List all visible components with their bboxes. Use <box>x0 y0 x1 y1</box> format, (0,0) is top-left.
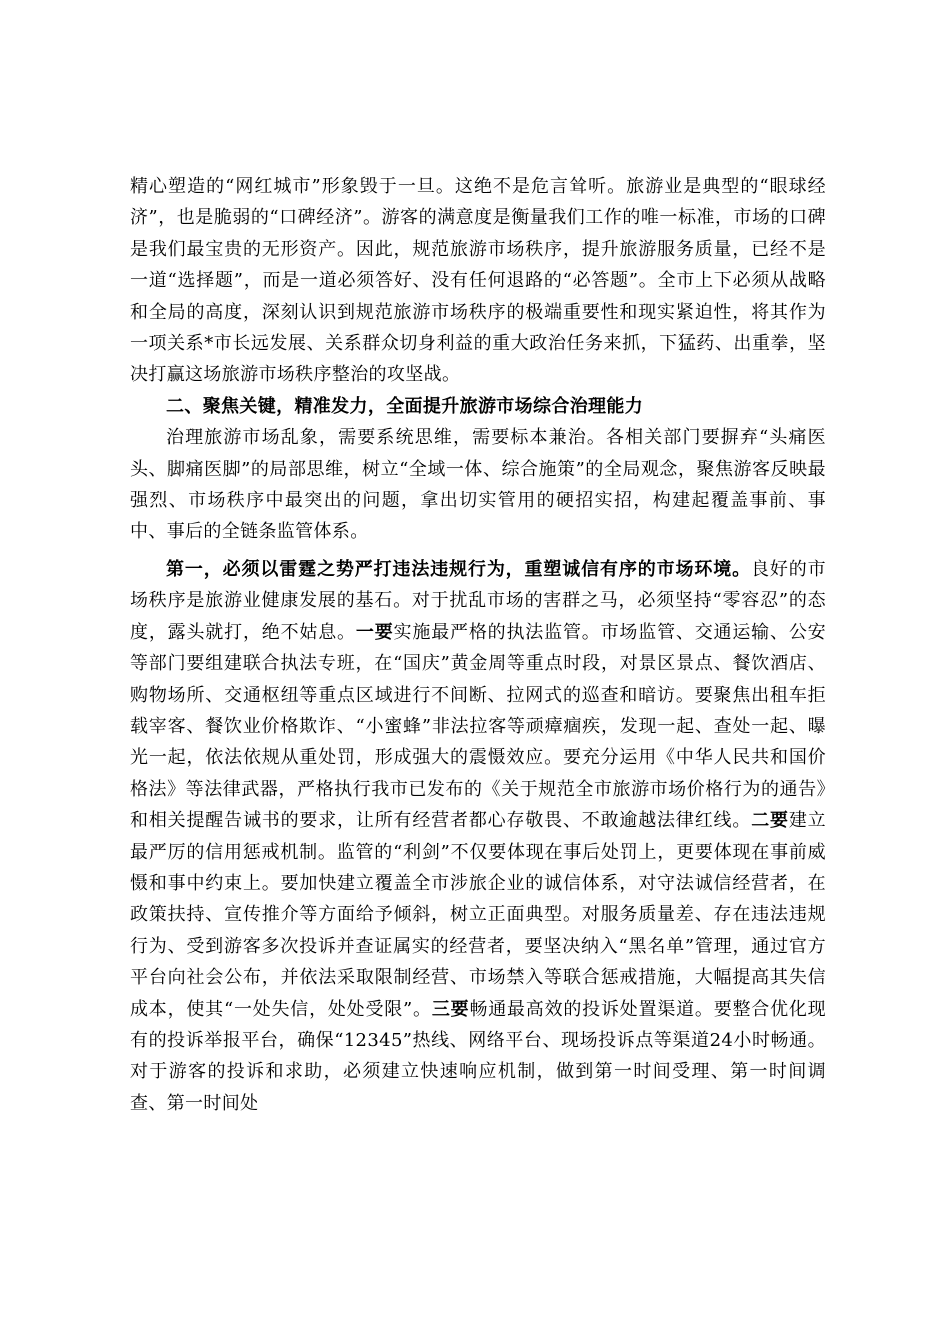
paragraph-text: 良好的市场秩序是旅游业健康发展的基石。对于扰乱市场的害群之马，必须坚持“零容忍”的态度，露头就打，绝不姑息。 <box>130 558 826 643</box>
section-heading: 二、聚焦关键，精准发力，全面提升旅游市场综合治理能力 <box>166 395 644 417</box>
bold-lead-sentence: 第一，必须以雷霆之势严打违法违规行为，重塑诚信有序的市场环境。 <box>166 558 752 580</box>
document-page <box>130 171 826 1119</box>
paragraph-text: 实施最严格的执法监管。市场监管、交通运输、公安等部门要组建联合执法专班，在“国庆”黄金周等重点时段，对景区景点、餐饮酒店、购物场所、交通枢纽等重点区域进行不间断、拉网式的巡查和暗访。要聚焦出租车拒载宰客、餐饮业价格欺诈、“小蜜蜂”非法拉客等顽瘴痼疾，发现一起、查处一起、曝光一起，依法依规从重处罚，形成强大的震慑效应。要充分运用《中华人民共和国价格法》等法律武器，严格执行我市已发布的《关于规范全市旅游市场价格行为的通告》和相关提醒告诫书的要求，让所有经营者都心存敬畏、不敢逾越法律红线。 <box>130 621 827 832</box>
body-paragraph: 治理旅游市场乱象，需要系统思维，需要标本兼治。各相关部门要摒弃“头痛医头、脚痛医脚”的局部思维，树立“全域一体、综合施策”的全局观念，聚焦游客反映最强烈、市场秩序中最突出的问题，拿出切实管用的硬招实招，构建起覆盖事前、事中、事后的全链条监管体系。 <box>130 427 826 543</box>
body-paragraph <box>130 554 826 1119</box>
paragraph-text: 畅通最高效的投诉处置渠道。要整合优化现有的投诉举报平台，确保“12345”热线、网络平台、现场投诉点等渠道24小时畅通。对于游客的投诉和求助，必须建立快速响应机制，做到第一时间受理、第一时间调查、第一时间处 <box>130 998 827 1114</box>
bold-marker: 三要 <box>431 998 470 1020</box>
bold-marker: 一要 <box>355 621 394 643</box>
paragraph-text: 建立最严厉的信用惩戒机制。监管的“利剑”不仅要体现在事后处罚上，更要体现在事前威慑和事中约束上。要加快建立覆盖全市涉旅企业的诚信体系，对守法诚信经营者，在政策扶持、宣传推介等方面给予倾斜，树立正面典型。对服务质量差、存在违法违规行为、受到游客多次投诉并查证属实的经营者，要坚决纳入“黑名单”管理，通过官方平台向社会公布，并依法采取限制经营、市场禁入等联合惩戒措施，大幅提高其失信成本，使其“一处失信，处处受限”。 <box>130 810 827 1020</box>
body-paragraph: 精心塑造的“网红城市”形象毁于一旦。这绝不是危言耸听。旅游业是典型的“眼球经济”，也是脆弱的“口碑经济”。游客的满意度是衡量我们工作的唯一标准，市场的口碑是我们最宝贵的无形资产。因此，规范旅游市场秩序，提升旅游服务质量，已经不是一道“选择题”，而是一道必须答好、没有任何退路的“必答题”。全市上下必须从战略和全局的高度，深刻认识到规范旅游市场秩序的极端重要性和现实紧迫性，将其作为一项关系*市长远发展、关系群众切身利益的重大政治任务来抓，下猛药、出重拳，坚决打赢这场旅游市场秩序整治的攻坚战。 <box>130 176 826 386</box>
bold-marker: 二要 <box>751 810 789 832</box>
